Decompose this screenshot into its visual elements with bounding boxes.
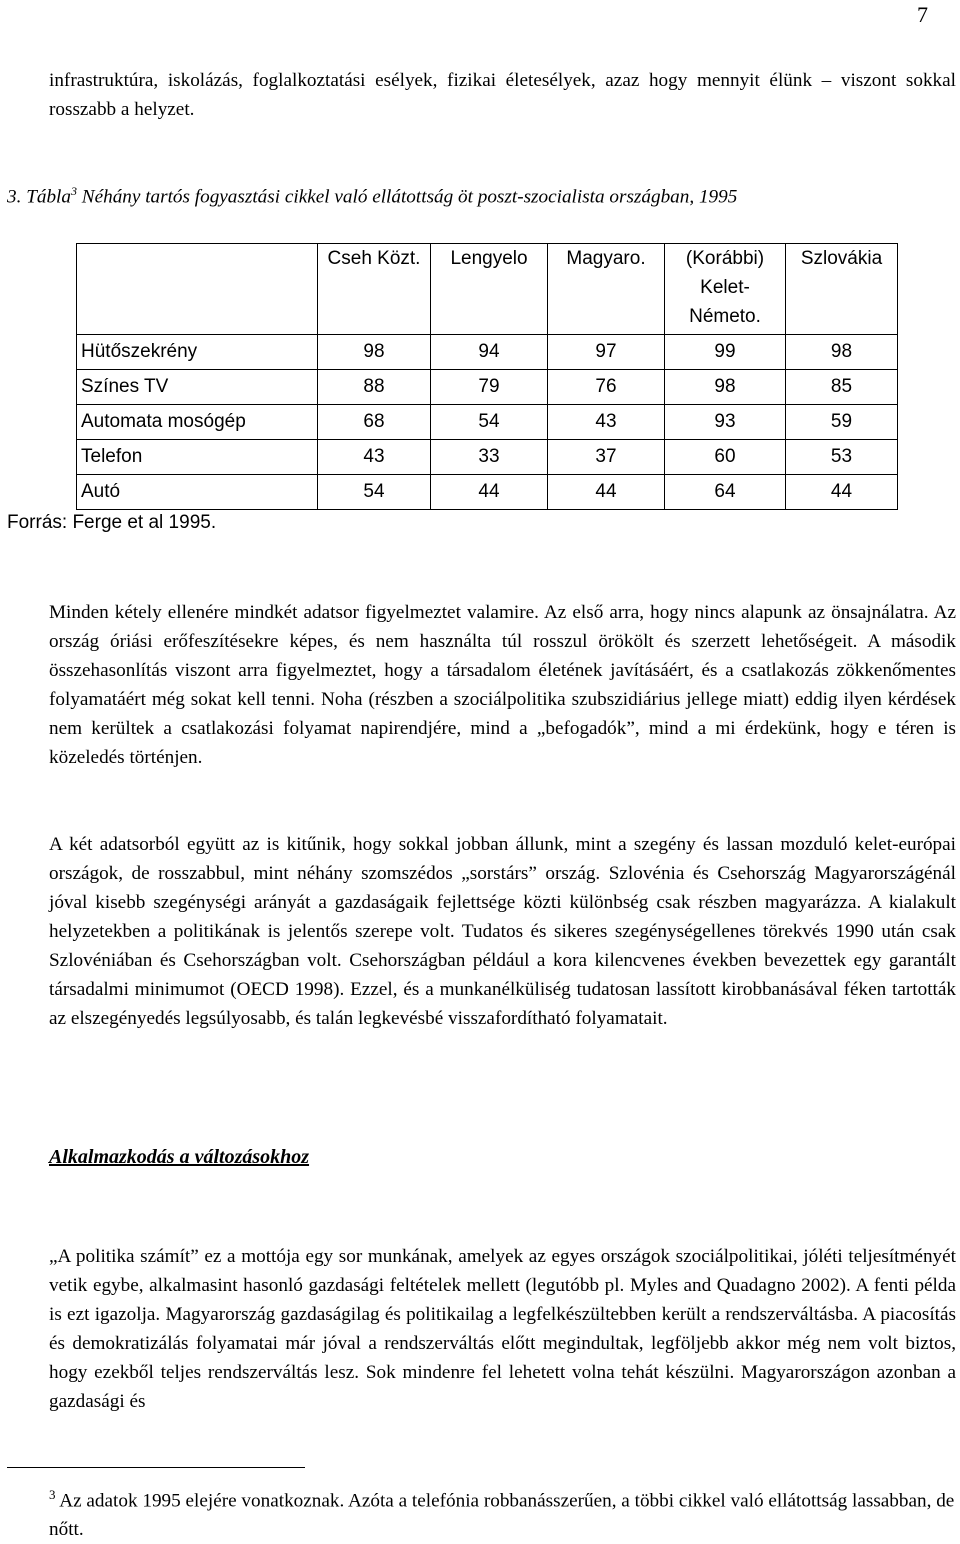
table-cell: 85 — [786, 370, 898, 405]
table-row — [77, 440, 898, 475]
row-label: Autó — [77, 475, 318, 510]
paragraph-comparison: A két adatsorból együtt az is kitűnik, hogy sokkal jobban állunk, mint a szegény és lassan mozduló kelet-európai országok, de rosszabbul, mint néhány szomszédos „sorstárs” ország. Szlovénia és Csehország Magyarországénál jóval kisebb szegénységi arányát a gazdaságaik fejlettsége közti különbség csak részben magyarázza. A kialakult helyzetekben a politikának is jelentős szerepe volt. Tudatos és sikeres szegénységellenes törekvés 1990 után csak Szlovéniában és Csehországban volt. Csehországban például a kora kilencvenes években bevezettek egy garantált társadalmi minimumot (OECD 1998). Ezzel, és a munkanélküliség tudatosan lassított kirobbanásával féken tartották az elszegényedés legsúlyosabb, és talán legkevésbé visszafordítható folyamatait. — [49, 834, 956, 1029]
table-cell: 79 — [431, 370, 548, 405]
table-cell: 37 — [548, 440, 665, 475]
table-cell: 98 — [786, 335, 898, 370]
table-header-cell: Magyaro. — [548, 244, 665, 335]
table-cell: 54 — [431, 405, 548, 440]
footnote-mark: 3 — [49, 1487, 56, 1502]
table-row — [77, 475, 898, 510]
table-row — [77, 405, 898, 440]
table-cell: 43 — [548, 405, 665, 440]
footnote-divider — [7, 1467, 305, 1468]
footnote-text: Az adatok 1995 elejére vonatkoznak. Azóta a telefónia robbanásszerűen, a többi cikkel való ellátottság lassabban, de nőtt. — [49, 1490, 955, 1541]
row-label: Telefon — [77, 440, 318, 475]
table-cell: 99 — [665, 335, 786, 370]
table-row — [77, 370, 898, 405]
table-cell: 33 — [431, 440, 548, 475]
table-header-row — [77, 244, 898, 335]
table-cell: 43 — [318, 440, 431, 475]
table-source: Forrás: Ferge et al 1995. — [7, 512, 217, 533]
footnote — [49, 1480, 956, 1544]
table-row — [77, 335, 898, 370]
section-heading: Alkalmazkodás a változásokhoz — [49, 1146, 310, 1168]
table-cell: 76 — [548, 370, 665, 405]
table-cell: 60 — [665, 440, 786, 475]
paragraph-intro: infrastruktúra, iskolázás, foglalkoztatási esélyek, fizikai életesélyek, azaz hogy mennyit élünk – viszont sokkal rosszabb a helyzet. — [49, 70, 956, 120]
table-cell: 88 — [318, 370, 431, 405]
table-cell: 54 — [318, 475, 431, 510]
paragraph-doubts: Minden kétely ellenére mindkét adatsor figyelmeztet valamire. Az első arra, hogy nincs alapunk az önsajnálatra. Az ország óriási erőfeszítésekre képes, és nem használta túl rosszul örökölt és szerzett lehetőségeit. A második összehasonlítás viszont arra figyelmeztet, hogy a társadalom életének javításáért, és a csatlakozás zökkenőmentes folyamatáért még sokat kell tenni. Noha (részben a szociálpolitika szubszidiárius jellege miatt) eddig ilyen kérdések nem kerültek a csatlakozási folyamat napirendjére, mind a „befogadók”, mind a mi érdekünk, hogy e téren is közeledés történjen. — [49, 602, 956, 768]
table-caption-footnote-mark: 3 — [70, 184, 77, 198]
table-cell: 93 — [665, 405, 786, 440]
table-caption-text: Néhány tartós fogyasztási cikkel való ellátottság öt poszt-szocialista országban, 1995 — [76, 186, 738, 208]
table-cell: 44 — [548, 475, 665, 510]
table-header-cell: Szlovákia — [786, 244, 898, 335]
table-cell: 68 — [318, 405, 431, 440]
table-cell: 53 — [786, 440, 898, 475]
table-cell: 98 — [318, 335, 431, 370]
row-label: Hütőszekrény — [77, 335, 318, 370]
paragraph-politics: „A politika számít” ez a mottója egy sor munkának, amelyek az egyes országok szociálpolitikai, jóléti teljesítményét vetik egybe, alkalmasint hasonló gazdasági feltételek mellett (legutóbb pl. Myles and Quadagno 2002). A fenti példa is ezt igazolja. Magyarország gazdaságilag és politikailag a legfelkészültebben került a rendszerváltásba. A piacosítás és demokratizálás folyamatai már jóval a rendszerváltás előtt megindultak, legföljebb akkor még nem volt biztos, hogy ezekből teljes rendszerváltás lesz. Sok mindenre fel lehetett volna tehát készülni. Magyarországon azonban a gazdasági és — [49, 1246, 956, 1412]
row-label: Automata mosógép — [77, 405, 318, 440]
table-header-cell: Cseh Közt. — [318, 244, 431, 335]
table-cell: 97 — [548, 335, 665, 370]
table-cell: 44 — [786, 475, 898, 510]
table-cell: 98 — [665, 370, 786, 405]
table-cell: 94 — [431, 335, 548, 370]
table-caption — [7, 177, 957, 211]
durables-table — [76, 243, 898, 510]
table-header-cell: Lengyelo — [431, 244, 548, 335]
table-header-empty — [77, 244, 318, 335]
table-caption-prefix: 3. Tábla — [7, 186, 71, 208]
row-label: Színes TV — [77, 370, 318, 405]
table-header-cell: (Korábbi) Kelet-Németo. — [665, 244, 786, 335]
table-cell: 44 — [431, 475, 548, 510]
table-cell: 59 — [786, 405, 898, 440]
page-number: 7 — [917, 2, 928, 27]
table-cell: 64 — [665, 475, 786, 510]
